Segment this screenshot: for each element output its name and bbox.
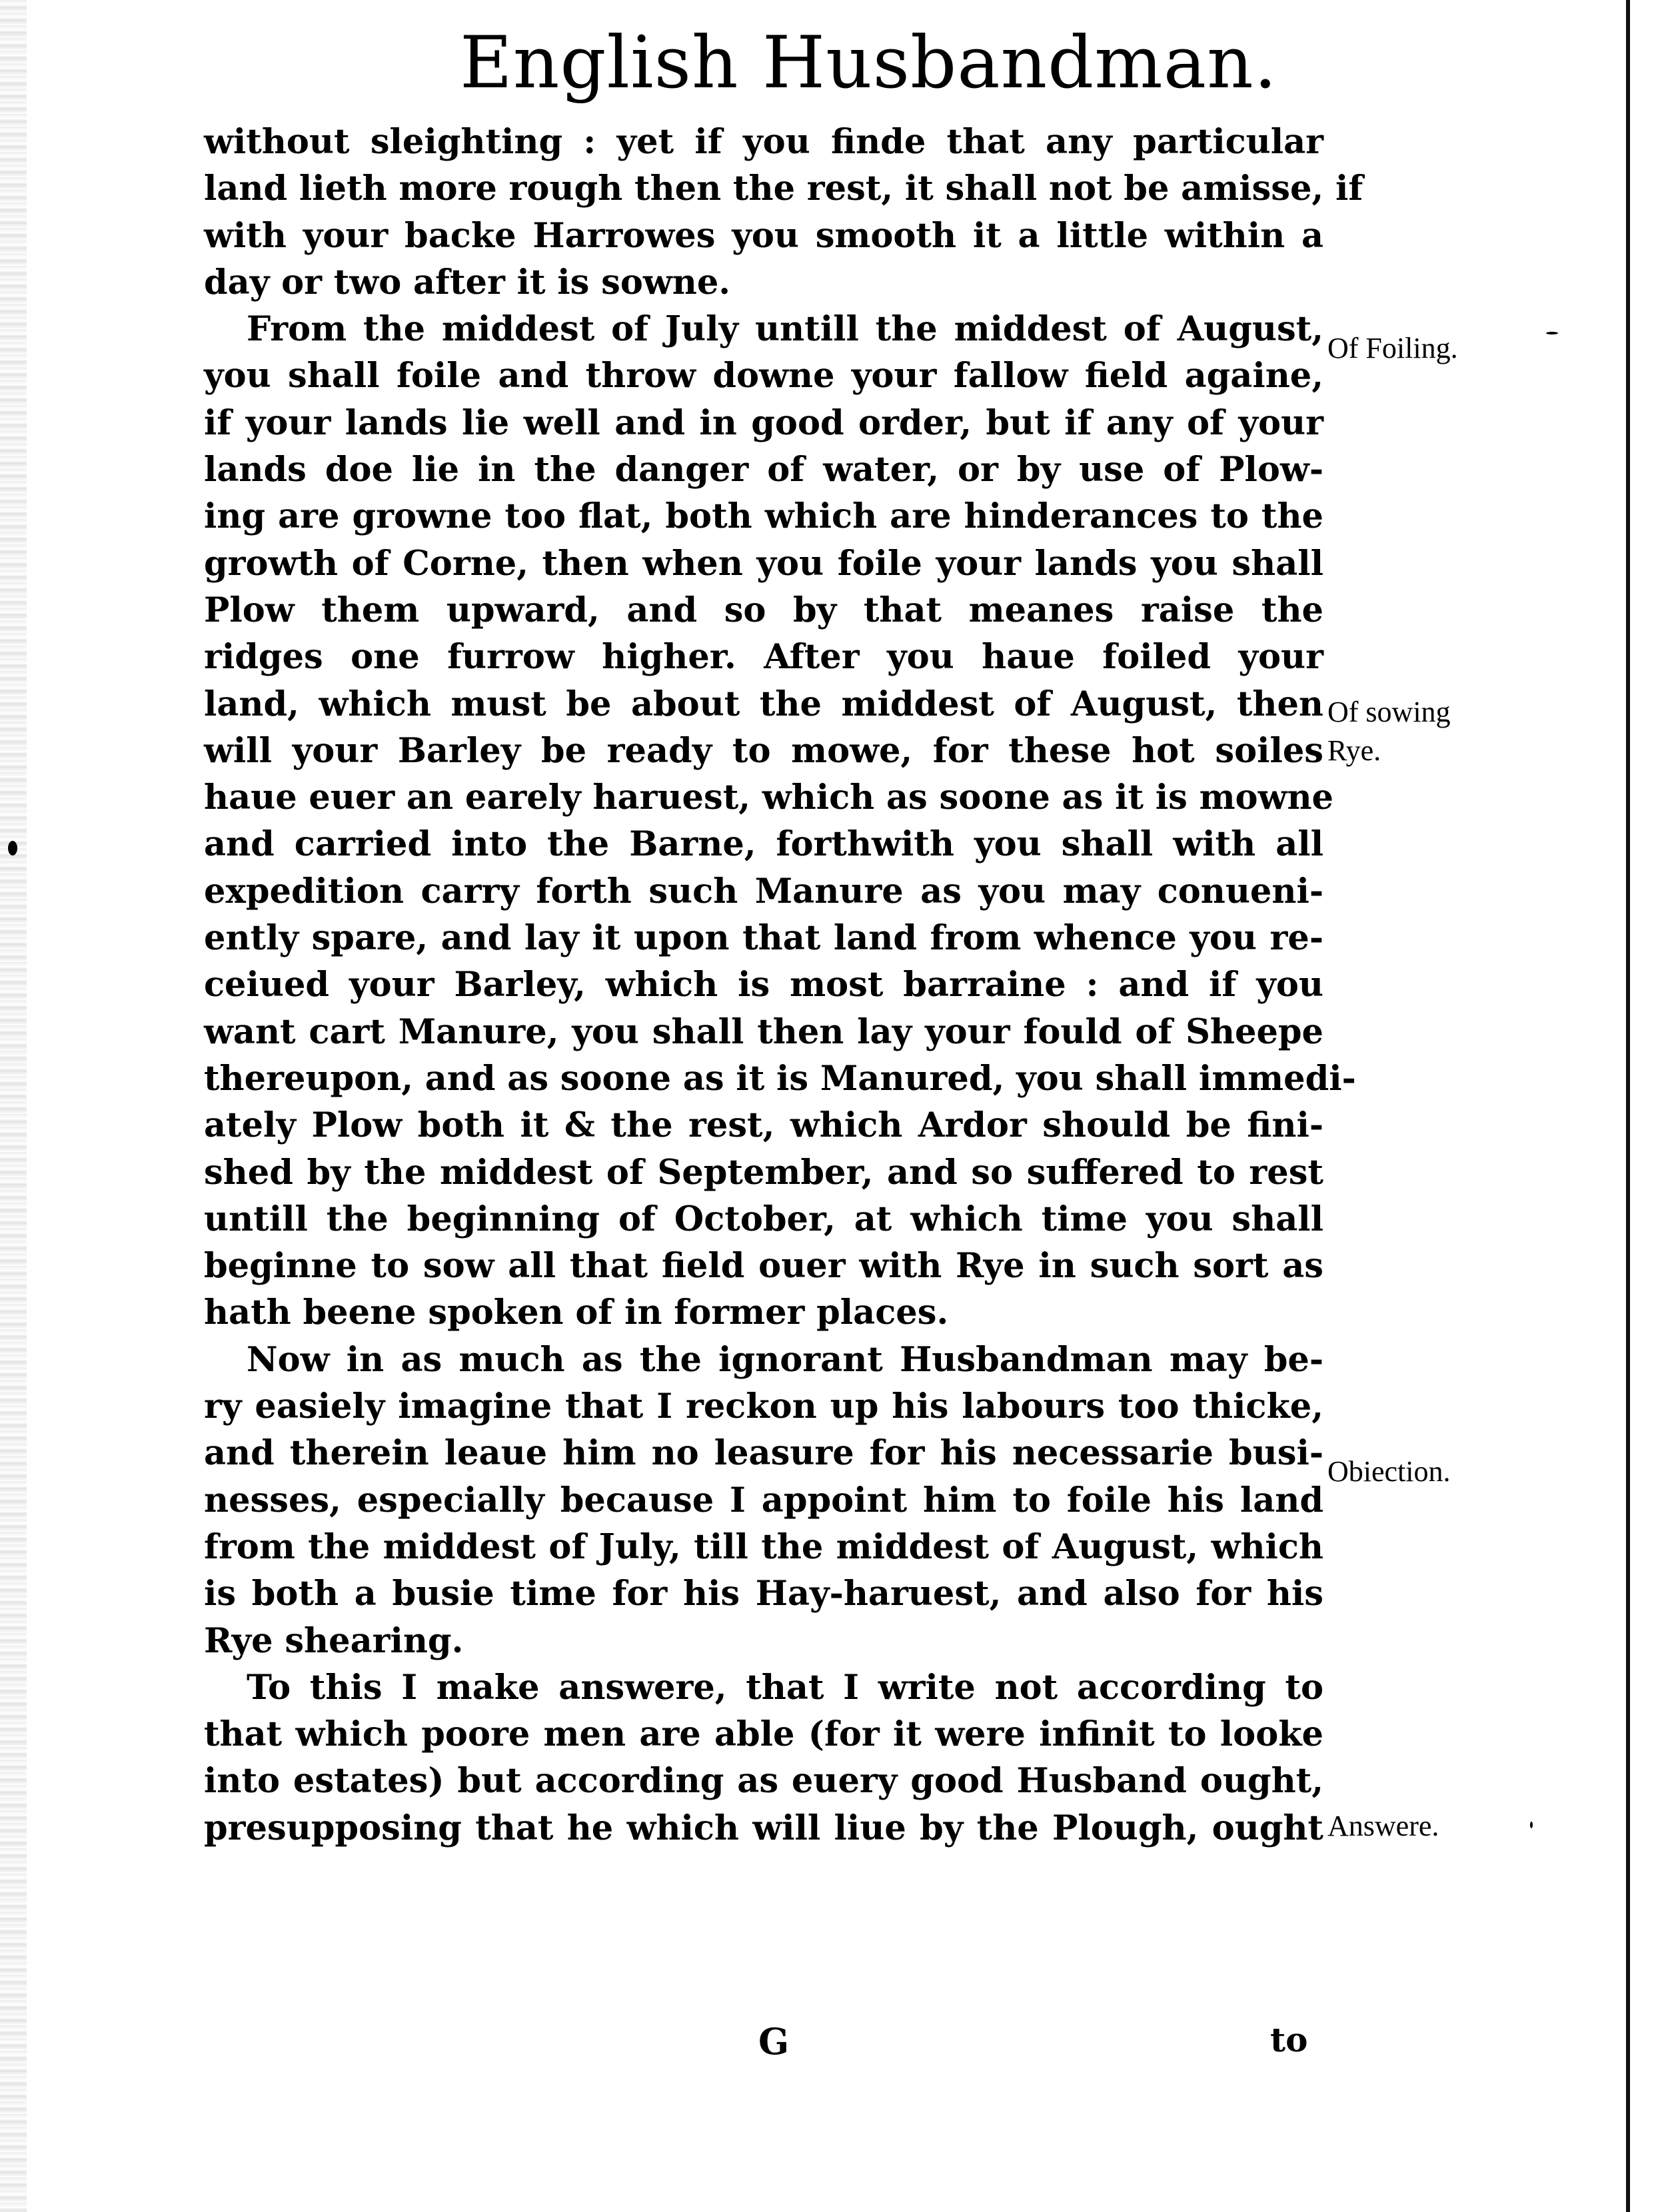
body-text	[204, 119, 1363, 1852]
text-line: that which poore men are able (for it were infinit to looke	[204, 1714, 1323, 1755]
text-line: with your backe Harrowes you smooth it a little within a	[204, 215, 1323, 256]
ink-speck	[1530, 1822, 1533, 1828]
marginal-note-answere: Answere.	[1327, 1810, 1439, 1842]
scan-edge-left	[0, 0, 27, 2212]
text-line: into estates) but according as euery good Husband ought,	[204, 1761, 1323, 1802]
ink-speck	[1546, 332, 1558, 334]
running-head: English Husbandman.	[460, 21, 1277, 105]
text-line: To this I make answere, that I write not according to	[247, 1667, 1323, 1708]
text-line: From the middest of July untill the middest of August,	[247, 309, 1323, 350]
text-line: ceiued your Barley, which is most barraine : and if you	[204, 965, 1323, 1005]
marginal-note-rye: Rye.	[1327, 734, 1381, 767]
text-line: land, which must be about the middest of August, then	[204, 684, 1323, 724]
catchword: to	[1270, 2020, 1308, 2059]
text-line: untill the beginning of October, at which time you shall	[204, 1199, 1323, 1239]
text-line: ry easiely imagine that I reckon up his labours too thicke,	[204, 1386, 1323, 1427]
text-line: is both a busie time for his Hay-haruest, and also for his	[204, 1574, 1323, 1614]
ink-speck	[8, 841, 17, 855]
text-line: presupposing that he which will liue by the Plough, ought	[204, 1808, 1323, 1848]
text-line: lands doe lie in the danger of water, or by use of Plow-	[204, 450, 1323, 490]
text-line: expedition carry forth such Manure as you may conueni-	[204, 871, 1323, 911]
text-line: ately Plow both it & the rest, which Ardor should be fini-	[204, 1105, 1323, 1146]
text-line: and carried into the Barne, forthwith you shall with all	[204, 824, 1323, 865]
text-line: ridges one furrow higher. After you haue foiled your	[204, 637, 1323, 678]
text-line: Now in as much as the ignorant Husbandman may be-	[247, 1339, 1323, 1380]
text-line: if your lands lie well and in good order, but if any of your	[204, 402, 1323, 443]
text-line: from the middest of July, till the middest of August, which	[204, 1526, 1323, 1567]
marginal-note-foiling: Of Foiling.	[1327, 332, 1458, 364]
text-line: beginne to sow all that field ouer with Rye in such sort as	[204, 1246, 1323, 1287]
text-line: you shall foile and throw downe your fallow field againe,	[204, 356, 1323, 396]
marginal-note-objection: Obiection.	[1327, 1455, 1451, 1488]
text-line: growth of Corne, then when you foile your lands you shall	[204, 543, 1323, 584]
text-line: ently spare, and lay it upon that land from whence you re-	[204, 918, 1323, 959]
signature-mark: G	[758, 2020, 790, 2063]
text-line: will your Barley be ready to mowe, for these hot soiles	[204, 730, 1323, 771]
text-line: hath beene spoken of in former places.	[204, 1293, 949, 1333]
scan-edge-right	[1626, 0, 1630, 2212]
marginal-note-sowing: Of sowing	[1327, 696, 1451, 728]
text-line: thereupon, and as soone as it is Manured, you shall immedi-	[204, 1058, 1356, 1099]
text-line: shed by the middest of September, and so suffered to rest	[204, 1152, 1323, 1193]
text-line: without sleighting : yet if you finde that any particular	[204, 122, 1323, 162]
text-line: ing are growne too flat, both which are hinderances to the	[204, 496, 1323, 537]
text-line: Rye shearing.	[204, 1620, 464, 1661]
text-line: haue euer an earely haruest, which as soone as it is mowne	[204, 778, 1334, 818]
text-line: nesses, especially because I appoint him to foile his land	[204, 1480, 1323, 1520]
text-line: land lieth more rough then the rest, it shall not be amisse, if	[204, 169, 1363, 209]
text-line: and therein leaue him no leasure for his necessarie busi-	[204, 1433, 1323, 1474]
text-line: day or two after it is sowne.	[204, 262, 731, 302]
text-line: want cart Manure, you shall then lay your fould of Sheepe	[204, 1011, 1323, 1052]
text-line: Plow them upward, and so by that meanes raise the	[204, 590, 1323, 630]
